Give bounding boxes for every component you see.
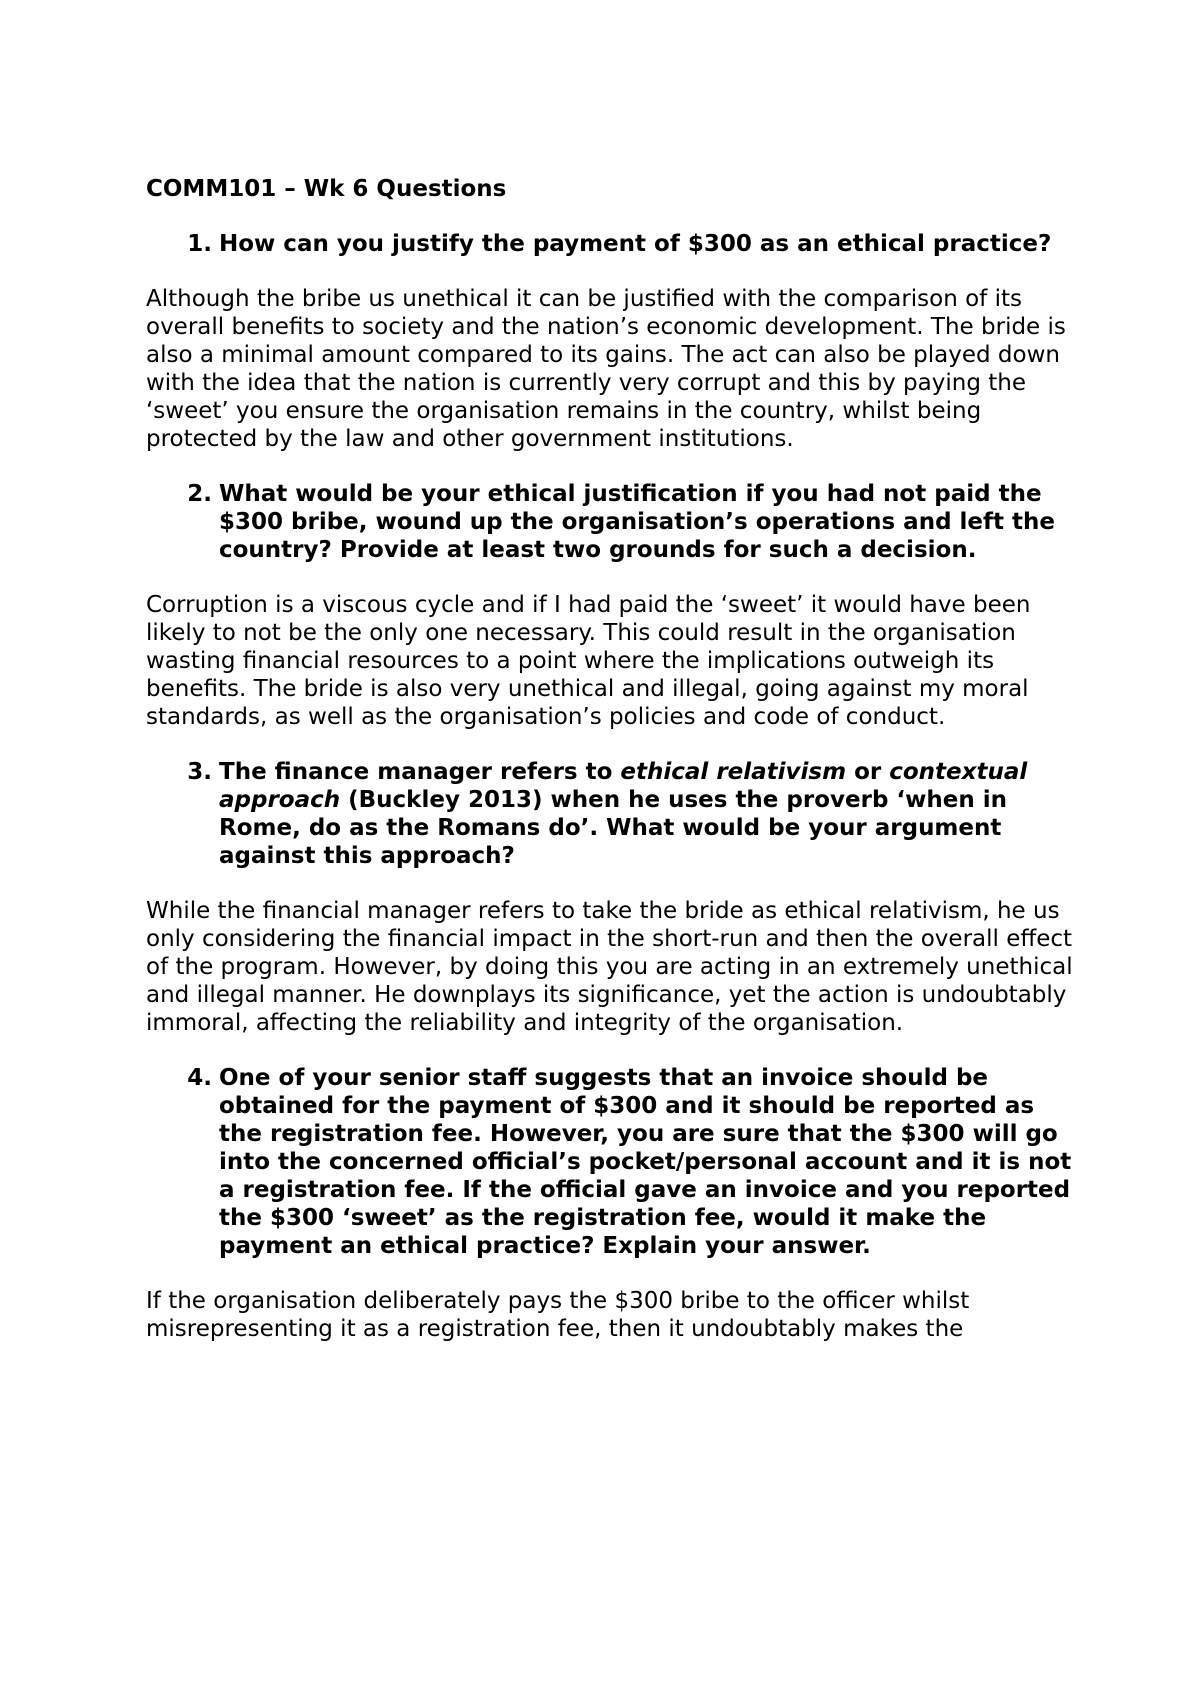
question-4-text: One of your senior staff suggests that an invoice should be obtained for the payment of $300 and it should be reported as the registration fee. However, you are sure that the $300 will go into the concerned official’s pocket/personal account and it is not a registration fee. If the official gave an invoice and you reported the $300 ‘sweet’ as the registration fee, would it make the payment an ethical practice? Explain your answer. [219,1065,1072,1259]
question-4 [146,1064,1076,1260]
question-3-part-2: or [846,759,890,785]
question-2-number: 2. [187,481,212,507]
question-3 [146,758,1076,870]
answer-3: While the financial manager refers to take the bride as ethical relativism, he us only considering the financial impact in the short-run and then the overall effect of the program. However, by doing this you are acting in an extremely unethical and illegal manner. He downplays its significance, yet the action is undoubtably immoral, affecting the reliability and integrity of the organisation. [146,898,1073,1036]
question-3-part-1: The finance manager refers to [219,759,621,785]
document-page [146,175,1076,1370]
question-3-number: 3. [187,759,212,785]
question-2-text: What would be your ethical justification if you had not paid the $300 bribe, wound up the organisation’s operations and left the country? Provide at least two grounds for such a decision. [219,481,1055,563]
question-3-term-ethical-relativism: ethical relativism [620,759,847,785]
answer-1: Although the bribe us unethical it can be justified with the comparison of its overall benefits to society and the nation’s economic development. The bride is also a minimal amount compared to its gains. The act can also be played down with the idea that the nation is currently very corrupt and this by paying the ‘sweet’ you ensure the organisation remains in the country, whilst being protected by the law and other government institutions. [146,286,1066,452]
answer-4: If the organisation deliberately pays the $300 bribe to the officer whilst misrepresenting it as a registration fee, then it undoubtably makes the [146,1288,970,1342]
question-1-number: 1. [187,231,212,257]
question-4-number: 4. [187,1065,212,1091]
question-1-text: How can you justify the payment of $300 as an ethical practice? [219,231,1052,257]
question-1 [146,230,1076,258]
question-3-part-3: (Buckley 2013) when he uses the proverb ‘when in Rome, do as the Romans do’. What would be your argument against this approach? [219,787,1008,869]
question-2 [146,480,1076,564]
answer-2: Corruption is a viscous cycle and if I had paid the ‘sweet’ it would have been likely to not be the only one necessary. This could result in the organisation wasting financial resources to a point where the implications outweigh its benefits. The bride is also very unethical and illegal, going against my moral standards, as well as the organisation’s policies and code of conduct. [146,592,1031,730]
question-3-term-contextual-approach: contextual approach [219,759,1028,813]
document-title: COMM101 – Wk 6 Questions [146,176,507,202]
question-3-text [219,758,1076,870]
